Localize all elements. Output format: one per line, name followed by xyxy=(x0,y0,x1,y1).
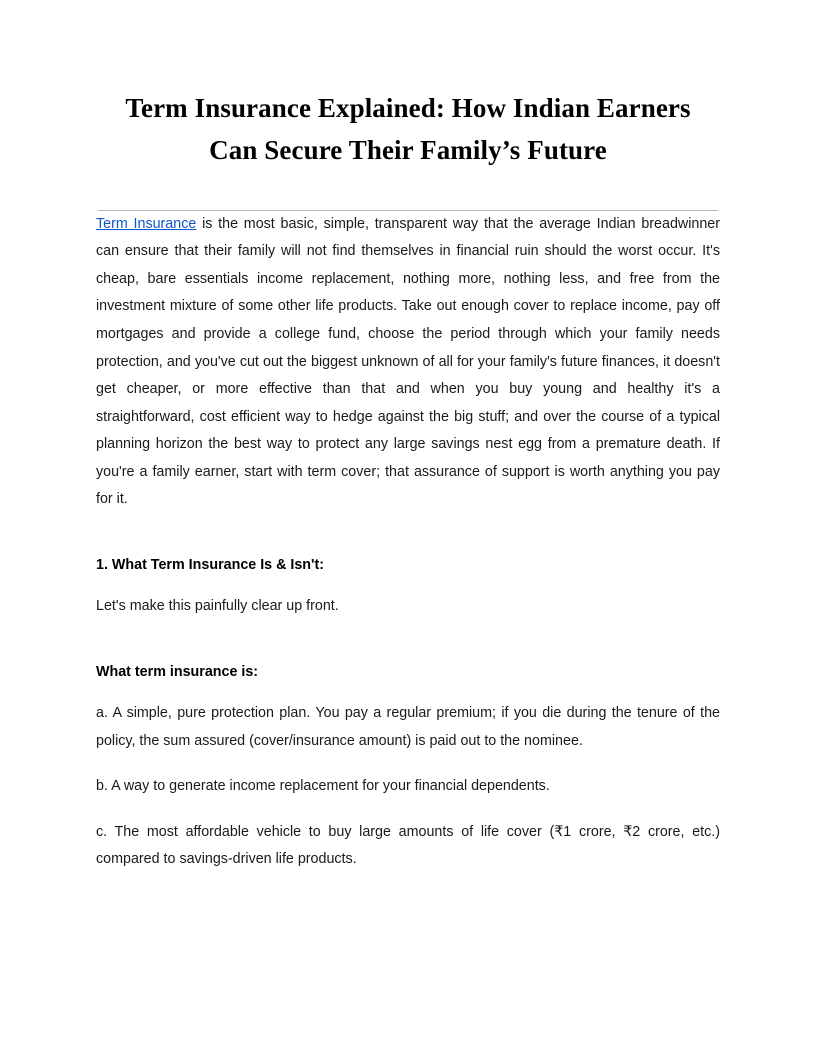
section-1-lead: Let's make this painfully clear up front. xyxy=(96,598,339,615)
section-1-items xyxy=(96,700,720,874)
spacer xyxy=(96,514,720,552)
section-1-subheading: What term insurance is: xyxy=(96,663,259,680)
term-insurance-link[interactable]: Term Insurance xyxy=(96,215,197,232)
section-heading-1: 1. What Term Insurance Is & Isn't: xyxy=(96,557,324,574)
intro-paragraph xyxy=(96,211,720,514)
spacer xyxy=(96,686,720,700)
spacer xyxy=(96,579,720,593)
list-item: c. The most affordable vehicle to buy large amounts of life cover (₹1 crore, ₹2 crore, etc.) compared to savings-driven life products. xyxy=(96,823,720,868)
intro-paragraph-text: is the most basic, simple, transparent way that the average Indian breadwinner can ensure that their family will not find themselves in financial ruin should the worst occur. It's cheap, bare essentials income replacement, nothing more, nothing less, and free from the investment mixture of some other life products. Take out enough cover to replace income, pay off mortgages and provide a college fund, choose the period through which your family needs protection, and you've cut out the biggest unknown of all for your family's future finances, it doesn't get cheaper, or more effective than that and when you buy young and healthy it's a straightforward, cost efficient way to hedge against the big stuff; and over the course of a typical planning horizon the best way to protect any large savings nest egg from a premature death. If you're a family earner, start with term cover; that assurance of support is worth anything you pay for it. xyxy=(96,215,721,508)
page-title: Term Insurance Explained: How Indian Earners Can Secure Their Family’s Future xyxy=(125,93,691,165)
spacer xyxy=(96,621,720,659)
list-item: a. A simple, pure protection plan. You pay a regular premium; if you die during the tenure of the policy, the sum assured (cover/insurance amount) is paid out to the nominee. xyxy=(96,704,720,749)
list-item: b. A way to generate income replacement for your financial dependents. xyxy=(96,778,550,795)
